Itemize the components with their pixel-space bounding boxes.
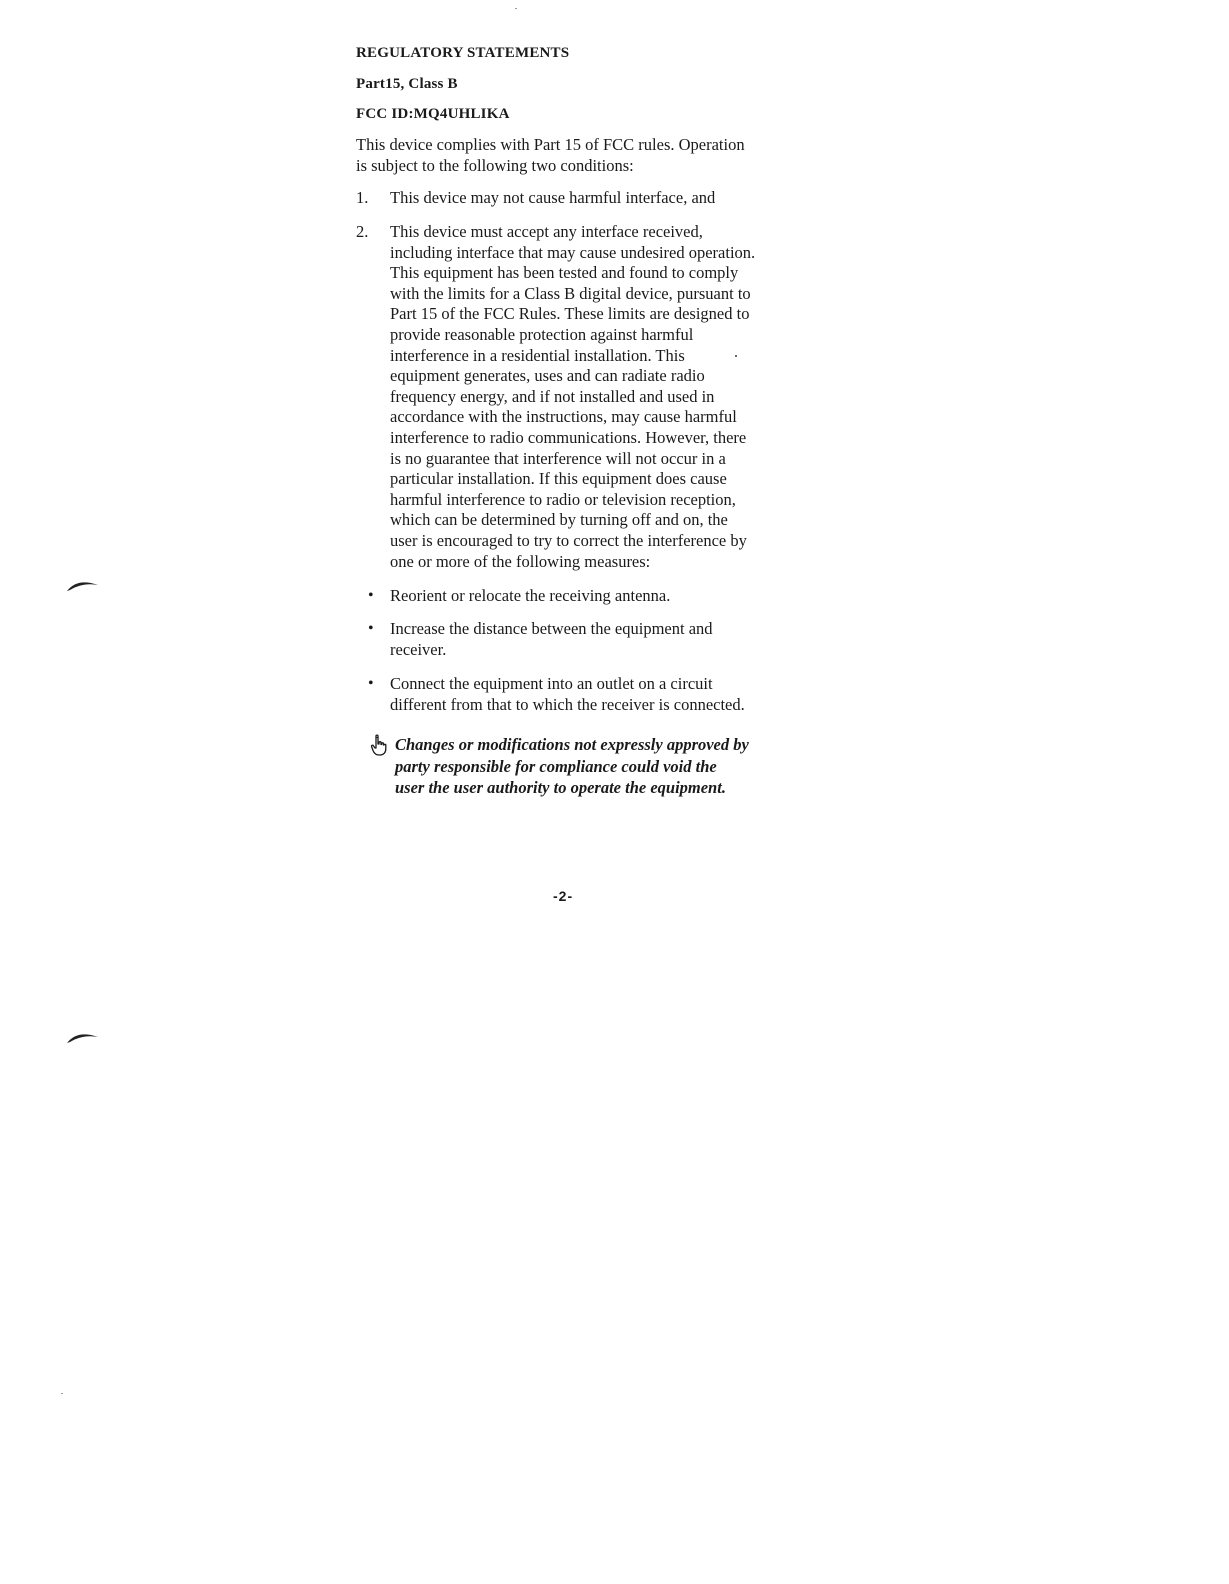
measure-line: Connect the equipment into an outlet on a circuit <box>390 674 713 693</box>
condition-line: harmful interference to radio or television reception, <box>390 489 736 509</box>
intro-paragraph <box>356 134 796 176</box>
condition-line: interference to radio communications. However, there <box>390 427 747 447</box>
measure-text <box>390 618 800 660</box>
caution-line: Changes or modifications not expressly approved by <box>395 735 749 754</box>
condition-line: one or more of the following measures: <box>390 551 651 571</box>
scan-speck <box>61 1393 63 1394</box>
measure-text <box>390 585 800 606</box>
condition-line: particular installation. If this equipment does cause <box>390 469 727 489</box>
condition-number: 1. <box>356 188 369 207</box>
condition-line: This device must accept any interface received, <box>390 222 703 241</box>
bullet-icon: • <box>368 587 374 604</box>
scan-speck <box>515 8 517 9</box>
condition-line: frequency energy, and if not installed and used in <box>390 386 715 406</box>
scan-artifact <box>66 578 100 592</box>
bullet-icon: • <box>368 620 374 637</box>
caution-line: party responsible for compliance could void the <box>395 756 717 776</box>
bullet-icon: • <box>368 675 374 692</box>
page-number: -2- <box>553 888 574 904</box>
condition-line: This device may not cause harmful interface, and <box>390 188 716 207</box>
part-class-heading: Part15, Class B <box>356 76 458 92</box>
measure-text <box>390 673 800 715</box>
condition-line: This equipment has been tested and found to comply <box>390 263 739 283</box>
condition-line: accordance with the instructions, may cause harmful <box>390 407 737 427</box>
intro-line: is subject to the following two conditions: <box>356 156 634 175</box>
measure-line: receiver. <box>390 640 447 659</box>
condition-text <box>390 188 810 209</box>
condition-line: provide reasonable protection against harmful <box>390 324 694 344</box>
condition-line: equipment generates, uses and can radiate radio <box>390 366 705 386</box>
intro-line: This device complies with Part 15 of FCC rules. Operation <box>356 135 745 154</box>
condition-line: is no guarantee that interference will not occur in a <box>390 448 726 468</box>
scan-speck <box>735 355 737 357</box>
condition-line: user is encouraged to try to correct the interference by <box>390 530 747 550</box>
condition-text <box>390 222 810 572</box>
condition-line: including interface that may cause undesired operation. <box>390 242 756 262</box>
measure-line: Increase the distance between the equipment and <box>390 619 713 638</box>
caution-text <box>395 734 795 799</box>
condition-line: with the limits for a Class B digital device, pursuant to <box>390 283 751 303</box>
pointing-hand-icon <box>370 734 388 756</box>
condition-line: which can be determined by turning off and on, the <box>390 510 728 530</box>
condition-line: interference in a residential installation. This <box>390 345 685 365</box>
measure-line: Reorient or relocate the receiving antenna. <box>390 586 671 605</box>
condition-line: Part 15 of the FCC Rules. These limits are designed to <box>390 304 750 324</box>
measure-line: different from that to which the receiver is connected. <box>390 695 745 714</box>
scan-artifact <box>66 1030 100 1044</box>
condition-number: 2. <box>356 222 369 241</box>
caution-line: user the user authority to operate the equipment. <box>395 778 726 797</box>
document-title: REGULATORY STATEMENTS <box>356 45 570 61</box>
fcc-id-heading: FCC ID:MQ4UHLIKA <box>356 106 510 122</box>
